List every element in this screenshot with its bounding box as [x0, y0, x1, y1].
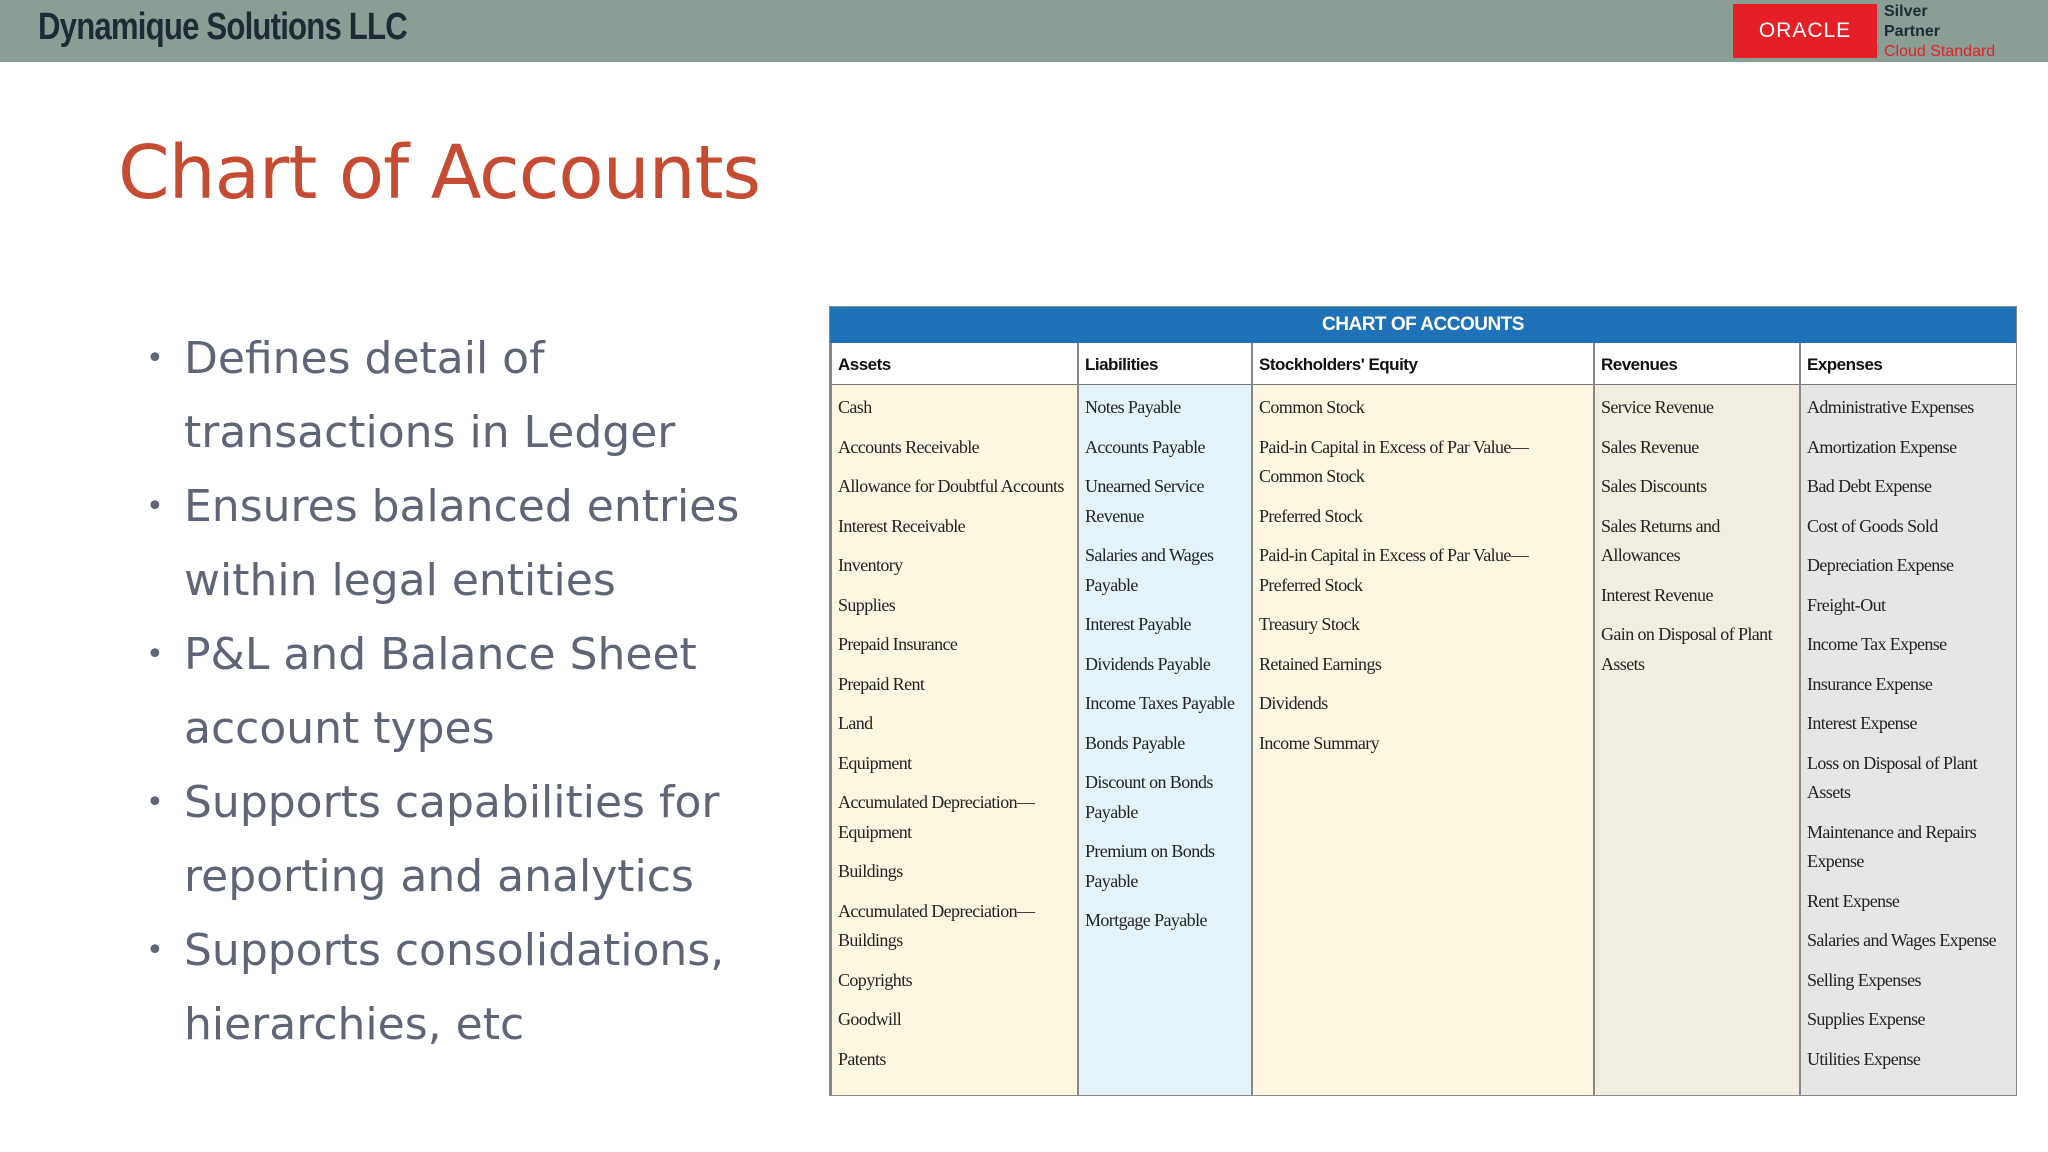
column-header: Revenues: [1595, 343, 1799, 385]
company-name: Dynamique Solutions LLC: [38, 6, 407, 48]
account-item: Income Summary: [1259, 732, 1380, 753]
account-item: Interest Payable: [1085, 614, 1191, 634]
column-body: [1801, 385, 2016, 1095]
partner-program: Cloud Standard: [1884, 43, 1996, 60]
bullet-icon: •: [146, 489, 164, 524]
account-item: Paid-in Capital in Excess of Par Value—Preferred Stock: [1259, 545, 1529, 595]
account-item: Cost of Goods Sold: [1807, 515, 1938, 536]
oracle-logo: [1733, 4, 1877, 58]
account-item: Salaries and Wages Expense: [1807, 930, 1997, 950]
account-item: Utilities Expense: [1807, 1048, 1921, 1069]
bullet-item: [140, 470, 800, 618]
column-body: [1079, 385, 1251, 1095]
account-item: Accounts Receivable: [838, 436, 980, 457]
column-body: [832, 385, 1077, 1095]
account-item: Patents: [838, 1048, 886, 1069]
account-item: Premium on Bonds Payable: [1085, 841, 1215, 891]
account-item: Supplies: [838, 594, 896, 615]
account-item: Administrative Expenses: [1807, 397, 1974, 417]
account-item: Bad Debt Expense: [1807, 476, 1932, 496]
account-item: Copyrights: [838, 969, 913, 990]
partner-level: Silver: [1884, 3, 1928, 20]
column-body: [1253, 385, 1593, 1095]
bullet-text: P&L and Balance Sheet account types: [184, 629, 697, 754]
bullet-item: [140, 914, 800, 1062]
account-item: Prepaid Insurance: [838, 634, 958, 654]
bullet-text: Supports consolidations, hierarchies, etc: [184, 925, 725, 1050]
account-item: Accounts Payable: [1085, 436, 1205, 457]
account-item: Freight-Out: [1807, 594, 1886, 615]
account-item: Sales Returns and Allowances: [1601, 515, 1720, 565]
account-item: Inventory: [838, 555, 903, 575]
account-item: Common Stock: [1259, 397, 1365, 417]
account-item: Selling Expenses: [1807, 969, 1921, 990]
account-item: Equipment: [838, 752, 912, 773]
account-item: Income Taxes Payable: [1085, 693, 1235, 713]
account-item: Rent Expense: [1807, 890, 1900, 911]
bullet-list: [140, 322, 800, 1062]
bullet-text: Defines detail of transactions in Ledger: [184, 333, 676, 458]
account-item: Interest Expense: [1807, 713, 1917, 733]
bullet-item: [140, 618, 800, 766]
account-item: Buildings: [838, 861, 903, 881]
account-item: Sales Revenue: [1601, 436, 1699, 457]
bullet-item: [140, 322, 800, 470]
account-item: Maintenance and Repairs Expense: [1807, 821, 1977, 871]
account-item: Accumulated Depreciation—Buildings: [838, 900, 1035, 950]
account-item: Discount on Bonds Payable: [1085, 772, 1213, 822]
column-header: Liabilities: [1079, 343, 1251, 385]
account-item: Income Tax Expense: [1807, 634, 1947, 654]
account-item: Cash: [838, 397, 872, 417]
bullet-icon: •: [146, 341, 164, 376]
account-item: Allowance for Doubtful Accounts: [838, 476, 1064, 496]
account-item: Bonds Payable: [1085, 732, 1185, 753]
account-item: Accumulated Depreciation—Equipment: [838, 792, 1035, 842]
account-item: Retained Earnings: [1259, 653, 1382, 674]
account-item: Mortgage Payable: [1085, 910, 1207, 930]
account-item: Supplies Expense: [1807, 1009, 1925, 1029]
table-heading: CHART OF ACCOUNTS: [830, 307, 2016, 343]
account-item: Sales Discounts: [1601, 476, 1707, 496]
partner-label: Partner: [1884, 23, 1941, 40]
bullet-text: Ensures balanced entries within legal entities: [184, 481, 740, 606]
account-item: Service Revenue: [1601, 397, 1714, 417]
header-banner: [0, 0, 2048, 62]
account-item: Loss on Disposal of Plant Assets: [1807, 752, 1978, 802]
account-item: Prepaid Rent: [838, 673, 925, 694]
account-item: Goodwill: [838, 1009, 902, 1029]
column-revenues: [1593, 343, 1799, 1095]
bullet-icon: •: [146, 933, 164, 968]
chart-of-accounts-table: [829, 306, 2017, 1096]
account-item: Land: [838, 713, 873, 733]
account-item: Paid-in Capital in Excess of Par Value—Common Stock: [1259, 436, 1529, 486]
column-expenses: [1799, 343, 2016, 1095]
column-stockholders-equity: [1251, 343, 1593, 1095]
bullet-icon: •: [146, 637, 164, 672]
account-item: Dividends Payable: [1085, 653, 1211, 674]
account-item: Treasury Stock: [1259, 614, 1360, 634]
bullet-text: Supports capabilities for reporting and analytics: [184, 777, 720, 902]
bullet-item: [140, 766, 800, 914]
account-item: Interest Receivable: [838, 515, 966, 536]
column-assets: [830, 343, 1077, 1095]
account-item: Depreciation Expense: [1807, 555, 1954, 575]
bullet-icon: •: [146, 785, 164, 820]
slide-title: Chart of Accounts: [118, 130, 761, 216]
account-item: Salaries and Wages Payable: [1085, 545, 1214, 595]
column-header: Stockholders' Equity: [1253, 343, 1593, 385]
account-item: Interest Revenue: [1601, 584, 1713, 605]
column-body: [1595, 385, 1799, 1095]
account-item: Preferred Stock: [1259, 505, 1363, 526]
oracle-logo-text: ORACLE: [1758, 19, 1852, 42]
account-item: Dividends: [1259, 693, 1328, 713]
column-header: Expenses: [1801, 343, 2016, 385]
column-liabilities: [1077, 343, 1251, 1095]
account-item: Gain on Disposal of Plant Assets: [1601, 624, 1772, 674]
column-header: Assets: [832, 343, 1077, 385]
account-item: Notes Payable: [1085, 397, 1181, 417]
account-item: Amortization Expense: [1807, 436, 1957, 457]
partner-badge: [1884, 2, 2034, 62]
account-item: Unearned Service Revenue: [1085, 476, 1204, 526]
account-item: Insurance Expense: [1807, 673, 1933, 694]
